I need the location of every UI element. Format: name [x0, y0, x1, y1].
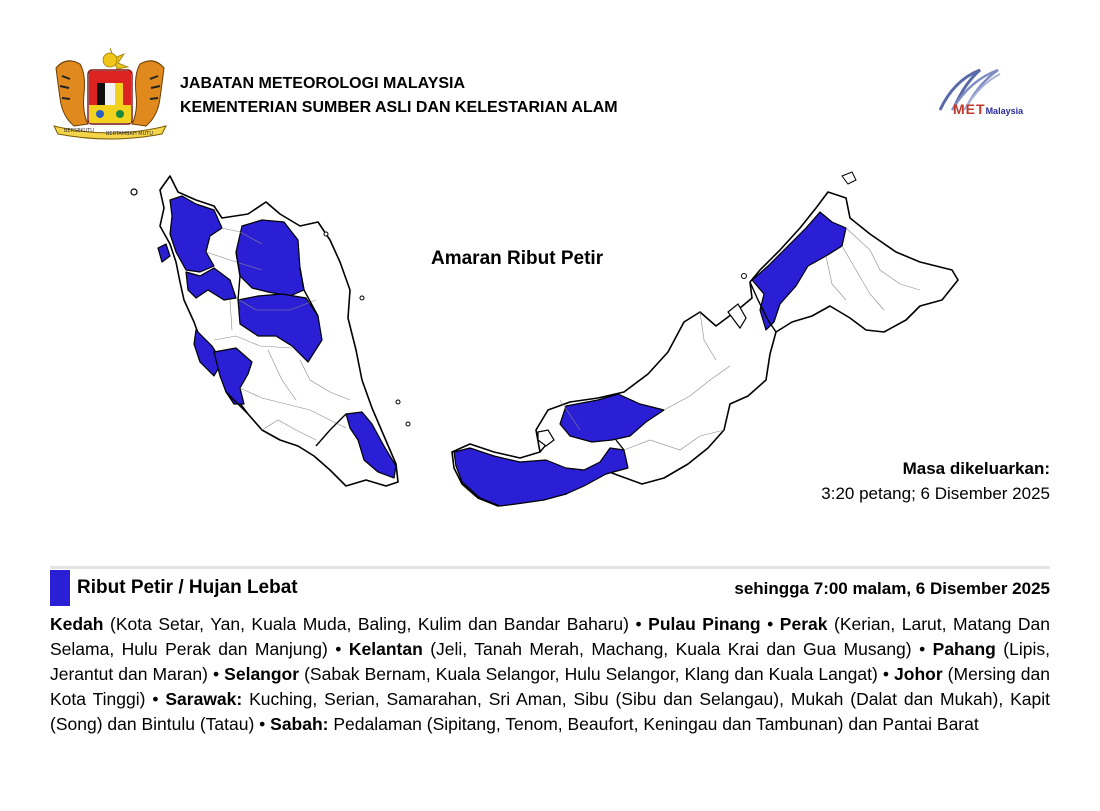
- area-separator: •: [882, 664, 895, 684]
- area-separator: •: [327, 639, 349, 659]
- map-title: Amaran Ribut Petir: [431, 248, 604, 269]
- warning-penang: [158, 244, 170, 262]
- ministry-name: KEMENTERIAN SUMBER ASLI DAN KELESTARIAN ALAM: [180, 99, 618, 116]
- alert-type: Ribut Petir / Hujan Lebat: [77, 577, 298, 598]
- area-separator: •: [207, 664, 225, 684]
- met-logo-text: [953, 101, 1023, 117]
- org-name: JABATAN METEOROLOGI MALAYSIA: [180, 75, 466, 92]
- area-state: Johor: [894, 664, 943, 684]
- area-separator: •: [629, 614, 649, 634]
- area-state: Kelantan: [348, 639, 423, 659]
- issue-time-label: Masa dikeluarkan:: [902, 459, 1050, 478]
- area-districts: (Kerian, Larut, Matang Dan Selama, Hulu Perak dan Manjung): [50, 614, 1050, 659]
- section-divider: [50, 566, 1050, 569]
- area-state: Pulau Pinang: [648, 614, 761, 634]
- warning-color-legend: [50, 570, 70, 606]
- area-state: Sarawak:: [165, 689, 243, 709]
- area-state: Pahang: [932, 639, 996, 659]
- area-state: Kedah: [50, 614, 104, 634]
- area-districts: (Lipis, Jerantut dan Maran): [50, 639, 1050, 684]
- area-districts: (Kota Setar, Yan, Kuala Muda, Baling, Kulim dan Bandar Baharu): [103, 614, 629, 634]
- area-districts: Kuching, Serian, Samarahan, Sri Aman, Sibu (Sibu dan Selangau), Mukah (Dalat dan Mukah), Kapit (Song) dan Bintulu (Tatau): [50, 689, 1050, 734]
- affected-areas: [50, 612, 1050, 737]
- crest-motto-left: BERSEKUTU: [64, 128, 94, 134]
- area-districts: (Jeli, Tanah Merah, Machang, Kuala Krai dan Gua Musang): [422, 639, 912, 659]
- alert-valid-until: sehingga 7:00 malam, 6 Disember 2025: [734, 579, 1050, 598]
- area-state: Perak: [779, 614, 828, 634]
- area-state: Sabah:: [270, 714, 329, 734]
- area-state: Selangor: [224, 664, 300, 684]
- area-separator: •: [911, 639, 933, 659]
- area-districts: Pedalaman (Sipitang, Tenom, Beaufort, Keningau dan Tambunan) dan Pantai Barat: [328, 714, 979, 734]
- area-separator: •: [767, 614, 780, 634]
- issue-time-value: 3:20 petang; 6 Disember 2025: [821, 484, 1050, 503]
- malaysia-coat-of-arms-logo: [48, 46, 172, 142]
- crest-motto-right: BERTAMBAH MUTU: [106, 131, 153, 137]
- area-separator: •: [145, 689, 166, 709]
- met-logo-subword: Malaysia: [985, 106, 1024, 116]
- area-separator: •: [254, 714, 271, 734]
- issue-time-block: [821, 456, 1050, 506]
- peninsular-malaysia: [131, 176, 410, 486]
- area-districts: (Mersing dan Kota Tinggi): [50, 664, 1050, 709]
- met-logo-word: MET: [953, 101, 986, 117]
- area-districts: (Sabak Bernam, Kuala Selangor, Hulu Selangor, Klang dan Kuala Langat): [299, 664, 883, 684]
- organization-header: [180, 72, 618, 120]
